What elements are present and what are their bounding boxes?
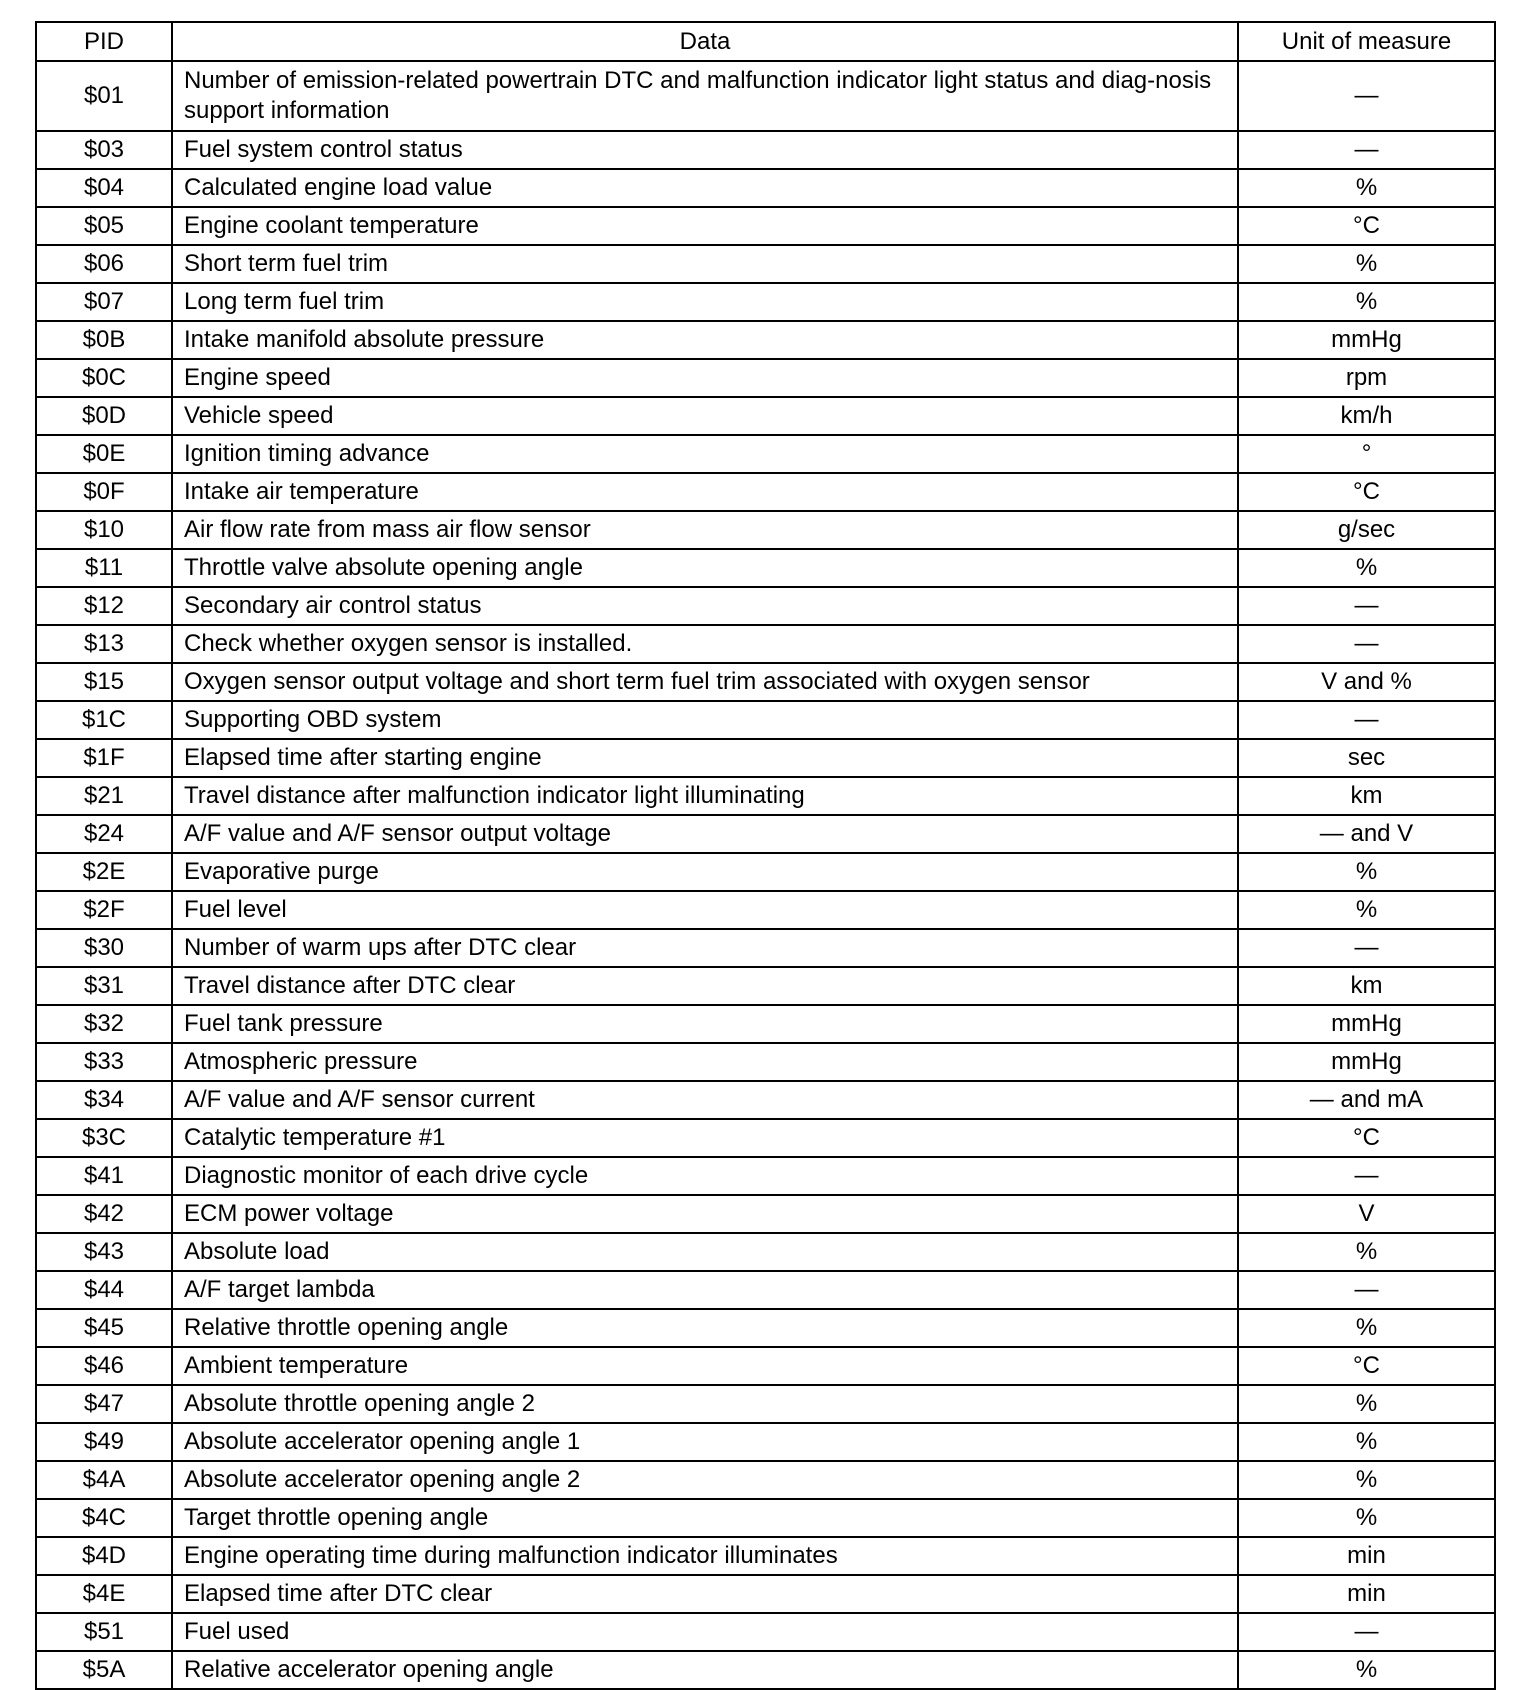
unit-cell: km (1238, 967, 1495, 1005)
header-pid: PID (36, 22, 172, 61)
data-cell: Evaporative purge (172, 853, 1238, 891)
data-cell: Target throttle opening angle (172, 1499, 1238, 1537)
unit-cell: — and V (1238, 815, 1495, 853)
table-row (36, 663, 1495, 701)
pid-cell: $0F (36, 473, 172, 511)
data-cell: Number of warm ups after DTC clear (172, 929, 1238, 967)
table-row (36, 739, 1495, 777)
data-cell: A/F value and A/F sensor current (172, 1081, 1238, 1119)
unit-cell: V and % (1238, 663, 1495, 701)
unit-cell: mmHg (1238, 1005, 1495, 1043)
table-row (36, 283, 1495, 321)
table-row (36, 891, 1495, 929)
unit-cell: min (1238, 1537, 1495, 1575)
data-cell: Engine coolant temperature (172, 207, 1238, 245)
data-cell: Number of emission-related powertrain DTC and malfunction indicator light status and diag-nosis support information (172, 61, 1238, 131)
unit-cell: % (1238, 245, 1495, 283)
unit-cell: °C (1238, 1347, 1495, 1385)
data-cell: Check whether oxygen sensor is installed. (172, 625, 1238, 663)
data-cell: Elapsed time after DTC clear (172, 1575, 1238, 1613)
unit-cell: — (1238, 1271, 1495, 1309)
table-row (36, 1309, 1495, 1347)
unit-cell: km/h (1238, 397, 1495, 435)
unit-cell: — (1238, 61, 1495, 131)
unit-cell: — (1238, 131, 1495, 169)
pid-cell: $4C (36, 1499, 172, 1537)
data-cell: Supporting OBD system (172, 701, 1238, 739)
data-cell: Catalytic temperature #1 (172, 1119, 1238, 1157)
unit-cell: °C (1238, 207, 1495, 245)
unit-cell: % (1238, 1385, 1495, 1423)
unit-cell: km (1238, 777, 1495, 815)
pid-cell: $24 (36, 815, 172, 853)
table-body (36, 61, 1495, 1689)
pid-cell: $11 (36, 549, 172, 587)
data-cell: Relative throttle opening angle (172, 1309, 1238, 1347)
table-row (36, 511, 1495, 549)
table-row (36, 1005, 1495, 1043)
pid-cell: $42 (36, 1195, 172, 1233)
data-cell: Elapsed time after starting engine (172, 739, 1238, 777)
table-row (36, 359, 1495, 397)
data-cell: A/F target lambda (172, 1271, 1238, 1309)
pid-cell: $06 (36, 245, 172, 283)
pid-cell: $30 (36, 929, 172, 967)
table-row (36, 815, 1495, 853)
unit-cell: g/sec (1238, 511, 1495, 549)
table-row (36, 435, 1495, 473)
pid-cell: $34 (36, 1081, 172, 1119)
data-cell: Atmospheric pressure (172, 1043, 1238, 1081)
table-row (36, 853, 1495, 891)
table-row (36, 625, 1495, 663)
pid-cell: $10 (36, 511, 172, 549)
pid-cell: $0D (36, 397, 172, 435)
pid-cell: $0E (36, 435, 172, 473)
unit-cell: °C (1238, 1119, 1495, 1157)
pid-cell: $5A (36, 1651, 172, 1689)
unit-cell: % (1238, 853, 1495, 891)
table-header-row (36, 22, 1495, 61)
table-row (36, 473, 1495, 511)
pid-cell: $13 (36, 625, 172, 663)
table-row (36, 397, 1495, 435)
pid-cell: $2E (36, 853, 172, 891)
unit-cell: — (1238, 929, 1495, 967)
data-cell: Diagnostic monitor of each drive cycle (172, 1157, 1238, 1195)
table-row (36, 777, 1495, 815)
pid-cell: $2F (36, 891, 172, 929)
data-cell: Fuel used (172, 1613, 1238, 1651)
pid-cell: $0B (36, 321, 172, 359)
table-row (36, 1651, 1495, 1689)
table-row (36, 1613, 1495, 1651)
data-cell: ECM power voltage (172, 1195, 1238, 1233)
table-row (36, 701, 1495, 739)
data-cell: Absolute accelerator opening angle 2 (172, 1461, 1238, 1499)
table-row (36, 1461, 1495, 1499)
pid-cell: $05 (36, 207, 172, 245)
header-data: Data (172, 22, 1238, 61)
data-cell: Absolute load (172, 1233, 1238, 1271)
pid-cell: $1F (36, 739, 172, 777)
unit-cell: — (1238, 587, 1495, 625)
unit-cell: % (1238, 1423, 1495, 1461)
data-cell: Air flow rate from mass air flow sensor (172, 511, 1238, 549)
data-cell: Engine speed (172, 359, 1238, 397)
data-cell: Travel distance after DTC clear (172, 967, 1238, 1005)
pid-cell: $12 (36, 587, 172, 625)
unit-cell: % (1238, 1309, 1495, 1347)
unit-cell: % (1238, 1461, 1495, 1499)
unit-cell: % (1238, 1233, 1495, 1271)
unit-cell: °C (1238, 473, 1495, 511)
unit-cell: — (1238, 1157, 1495, 1195)
unit-cell: % (1238, 1651, 1495, 1689)
pid-cell: $1C (36, 701, 172, 739)
data-cell: Ignition timing advance (172, 435, 1238, 473)
header-unit: Unit of measure (1238, 22, 1495, 61)
table-row (36, 1233, 1495, 1271)
data-cell: Intake manifold absolute pressure (172, 321, 1238, 359)
data-cell: Ambient temperature (172, 1347, 1238, 1385)
data-cell: Engine operating time during malfunction indicator illuminates (172, 1537, 1238, 1575)
data-cell: Fuel tank pressure (172, 1005, 1238, 1043)
pid-cell: $33 (36, 1043, 172, 1081)
unit-cell: rpm (1238, 359, 1495, 397)
unit-cell: — (1238, 1613, 1495, 1651)
pid-table (35, 21, 1496, 1690)
unit-cell: mmHg (1238, 321, 1495, 359)
unit-cell: min (1238, 1575, 1495, 1613)
table-row (36, 1157, 1495, 1195)
data-cell: Travel distance after malfunction indicator light illuminating (172, 777, 1238, 815)
pid-cell: $41 (36, 1157, 172, 1195)
table-row (36, 245, 1495, 283)
table-row (36, 1195, 1495, 1233)
unit-cell: sec (1238, 739, 1495, 777)
table-row (36, 1347, 1495, 1385)
pid-cell: $45 (36, 1309, 172, 1347)
data-cell: Oxygen sensor output voltage and short term fuel trim associated with oxygen sensor (172, 663, 1238, 701)
data-cell: Fuel level (172, 891, 1238, 929)
table-row (36, 1575, 1495, 1613)
pid-cell: $51 (36, 1613, 172, 1651)
unit-cell: % (1238, 1499, 1495, 1537)
data-cell: Throttle valve absolute opening angle (172, 549, 1238, 587)
table-row (36, 61, 1495, 131)
pid-cell: $03 (36, 131, 172, 169)
pid-cell: $07 (36, 283, 172, 321)
pid-cell: $49 (36, 1423, 172, 1461)
table-row (36, 131, 1495, 169)
table-row (36, 1423, 1495, 1461)
pid-cell: $3C (36, 1119, 172, 1157)
table-row (36, 321, 1495, 359)
data-cell: A/F value and A/F sensor output voltage (172, 815, 1238, 853)
pid-cell: $32 (36, 1005, 172, 1043)
table-row (36, 967, 1495, 1005)
pid-cell: $43 (36, 1233, 172, 1271)
unit-cell: % (1238, 283, 1495, 321)
pid-cell: $47 (36, 1385, 172, 1423)
data-cell: Absolute accelerator opening angle 1 (172, 1423, 1238, 1461)
pid-cell: $46 (36, 1347, 172, 1385)
unit-cell: % (1238, 169, 1495, 207)
data-cell: Relative accelerator opening angle (172, 1651, 1238, 1689)
pid-cell: $0C (36, 359, 172, 397)
table-row (36, 207, 1495, 245)
unit-cell: V (1238, 1195, 1495, 1233)
unit-cell: — and mA (1238, 1081, 1495, 1119)
data-cell: Intake air temperature (172, 473, 1238, 511)
pid-cell: $21 (36, 777, 172, 815)
table-row (36, 169, 1495, 207)
data-cell: Long term fuel trim (172, 283, 1238, 321)
table-row (36, 1537, 1495, 1575)
pid-cell: $4D (36, 1537, 172, 1575)
table-row (36, 929, 1495, 967)
pid-cell: $4A (36, 1461, 172, 1499)
unit-cell: mmHg (1238, 1043, 1495, 1081)
pid-cell: $01 (36, 61, 172, 131)
data-cell: Absolute throttle opening angle 2 (172, 1385, 1238, 1423)
table-row (36, 1081, 1495, 1119)
table-row (36, 1119, 1495, 1157)
pid-cell: $04 (36, 169, 172, 207)
data-cell: Calculated engine load value (172, 169, 1238, 207)
unit-cell: ° (1238, 435, 1495, 473)
pid-cell: $4E (36, 1575, 172, 1613)
pid-cell: $31 (36, 967, 172, 1005)
data-cell: Fuel system control status (172, 131, 1238, 169)
unit-cell: — (1238, 701, 1495, 739)
data-cell: Secondary air control status (172, 587, 1238, 625)
unit-cell: — (1238, 625, 1495, 663)
table-row (36, 1385, 1495, 1423)
unit-cell: % (1238, 891, 1495, 929)
table-row (36, 1271, 1495, 1309)
table-row (36, 587, 1495, 625)
table-row (36, 549, 1495, 587)
pid-cell: $44 (36, 1271, 172, 1309)
data-cell: Vehicle speed (172, 397, 1238, 435)
table-row (36, 1043, 1495, 1081)
unit-cell: % (1238, 549, 1495, 587)
pid-cell: $15 (36, 663, 172, 701)
data-cell: Short term fuel trim (172, 245, 1238, 283)
table-row (36, 1499, 1495, 1537)
